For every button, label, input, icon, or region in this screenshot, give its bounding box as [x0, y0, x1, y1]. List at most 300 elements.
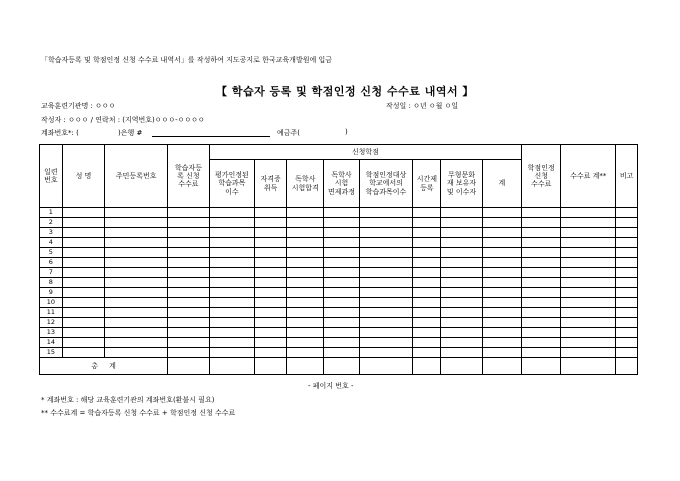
table-cell	[522, 248, 561, 258]
table-row	[40, 248, 638, 258]
table-cell	[62, 308, 104, 318]
row-number: 9	[40, 288, 63, 298]
table-cell	[287, 318, 324, 328]
table-cell	[441, 218, 482, 228]
table-cell	[482, 328, 521, 338]
table-cell	[359, 268, 413, 278]
total-cell	[359, 358, 413, 375]
header-fee-total	[561, 145, 616, 208]
table-row	[40, 328, 638, 338]
table-cell	[561, 228, 616, 238]
table-cell	[324, 318, 359, 328]
table-cell	[255, 288, 287, 298]
table-cell	[324, 218, 359, 228]
table-cell	[413, 228, 441, 238]
table-cell	[324, 208, 359, 218]
table-cell	[359, 338, 413, 348]
page-title: 【 학습자 등록 및 학점인정 신청 수수료 내역서 】	[216, 85, 474, 98]
table-cell	[561, 218, 616, 228]
table-row	[40, 208, 638, 218]
table-cell	[168, 228, 209, 238]
table-cell	[616, 228, 638, 238]
table-cell	[324, 278, 359, 288]
table-cell	[168, 348, 209, 358]
table-cell	[616, 328, 638, 338]
table-cell	[441, 278, 482, 288]
table-cell	[616, 278, 638, 288]
total-label: 총 계	[91, 361, 116, 370]
table-cell	[168, 328, 209, 338]
table-cell	[616, 218, 638, 228]
table-cell	[287, 218, 324, 228]
table-cell	[168, 208, 209, 218]
row-number: 10	[40, 298, 63, 308]
header-note	[616, 145, 638, 208]
table-cell	[62, 318, 104, 328]
total-label-cell	[40, 358, 168, 375]
page-number: - 페이지 번호 -	[308, 382, 354, 390]
account-number-line	[152, 136, 270, 137]
subheader-label: 무형문화 재 보유자 및 이수자	[446, 171, 477, 196]
table-cell	[62, 258, 104, 268]
table-cell	[105, 298, 168, 308]
table-cell	[287, 258, 324, 268]
table-cell	[255, 208, 287, 218]
table-cell	[105, 308, 168, 318]
table-cell	[105, 268, 168, 278]
table-row	[40, 278, 638, 288]
table-cell	[561, 248, 616, 258]
table-cell	[413, 248, 441, 258]
table-cell	[522, 258, 561, 268]
top-note: 「학습자등록 및 학점인정 신청 수수료 내역서」를 작성하여 지도공지로 한국교육개발원에 입금	[41, 56, 332, 64]
total-cell	[413, 358, 441, 375]
row-number: 4	[40, 238, 63, 248]
table-cell	[522, 318, 561, 328]
table-cell	[482, 298, 521, 308]
table-cell	[62, 348, 104, 358]
table-cell	[105, 338, 168, 348]
account-label: 계좌번호*: (	[41, 129, 79, 137]
table-cell	[482, 338, 521, 348]
table-cell	[209, 248, 255, 258]
total-cell	[324, 358, 359, 375]
row-number: 6	[40, 258, 63, 268]
table-cell	[209, 208, 255, 218]
table-cell	[255, 328, 287, 338]
subheader-label: 학점인정대상 학교에서의 학습과목이수	[365, 171, 407, 196]
table-cell	[324, 248, 359, 258]
table-cell	[441, 208, 482, 218]
depositor-close: )	[345, 128, 348, 136]
table-cell	[255, 278, 287, 288]
table-cell	[441, 288, 482, 298]
table-row	[40, 268, 638, 278]
table-cell	[168, 218, 209, 228]
table-cell	[482, 288, 521, 298]
table-cell	[561, 268, 616, 278]
header-name	[62, 145, 104, 208]
table-row	[40, 338, 638, 348]
table-cell	[441, 248, 482, 258]
table-cell	[561, 348, 616, 358]
table-cell	[413, 208, 441, 218]
table-cell	[561, 208, 616, 218]
org-line: 교육훈련기관명 : ㅇㅇㅇ	[41, 102, 116, 110]
table-cell	[616, 298, 638, 308]
table-cell	[62, 238, 104, 248]
table-cell	[324, 268, 359, 278]
table-cell	[561, 338, 616, 348]
table-cell	[359, 328, 413, 338]
footnote-account: * 계좌번호 : 해당 교육훈련기관의 계좌번호(환불시 필요)	[41, 396, 215, 404]
table-cell	[105, 258, 168, 268]
table-cell	[413, 288, 441, 298]
subheader-cell	[482, 160, 521, 208]
table-cell	[209, 308, 255, 318]
table-cell	[359, 278, 413, 288]
subheader-cell	[209, 160, 255, 208]
table-cell	[482, 278, 521, 288]
header-credit-fee-label: 학점인정 신청 수수료	[527, 163, 555, 189]
table-cell	[62, 288, 104, 298]
total-row	[40, 358, 638, 375]
header-name-label: 성 명	[75, 171, 92, 180]
table-cell	[359, 218, 413, 228]
subheader-cell	[287, 160, 324, 208]
table-cell	[359, 298, 413, 308]
footnote-fee-total: ** 수수료계 = 학습자등록 신청 수수료 + 학점인정 신청 수수료	[41, 409, 236, 417]
table-cell	[255, 218, 287, 228]
table-cell	[482, 318, 521, 328]
subheader-label: 자격증 취득	[260, 175, 281, 192]
table-cell	[168, 288, 209, 298]
table-cell	[561, 258, 616, 268]
table-cell	[616, 338, 638, 348]
header-reg-fee-label: 학습자등 록 신청 수수료	[174, 163, 202, 189]
total-cell	[287, 358, 324, 375]
table-cell	[255, 238, 287, 248]
header-applied-credits	[209, 145, 521, 160]
table-cell	[359, 238, 413, 248]
table-cell	[324, 228, 359, 238]
table-cell	[168, 238, 209, 248]
header-reg-fee	[168, 145, 209, 208]
table-cell	[522, 238, 561, 248]
table-cell	[287, 278, 324, 288]
row-number: 3	[40, 228, 63, 238]
subheader-label: 계	[498, 179, 506, 188]
table-cell	[522, 228, 561, 238]
row-number: 2	[40, 218, 63, 228]
table-cell	[209, 228, 255, 238]
table-cell	[287, 328, 324, 338]
header-rrn	[105, 145, 168, 208]
table-cell	[522, 278, 561, 288]
table-cell	[413, 218, 441, 228]
table-cell	[413, 278, 441, 288]
table-cell	[616, 238, 638, 248]
table-row	[40, 348, 638, 358]
table-cell	[359, 308, 413, 318]
table-cell	[441, 298, 482, 308]
header-rrn-label: 주민등록번호	[115, 171, 157, 180]
table-cell	[255, 248, 287, 258]
bank-label: )은행 #	[118, 129, 143, 137]
table-cell	[441, 238, 482, 248]
table-row	[40, 228, 638, 238]
table-cell	[62, 278, 104, 288]
table-cell	[209, 318, 255, 328]
table-cell	[209, 348, 255, 358]
table-cell	[255, 268, 287, 278]
table-cell	[62, 268, 104, 278]
table-cell	[522, 208, 561, 218]
table-cell	[413, 238, 441, 248]
table-cell	[287, 288, 324, 298]
table-cell	[105, 208, 168, 218]
table-cell	[62, 218, 104, 228]
subheader-cell	[255, 160, 287, 208]
table-cell	[482, 218, 521, 228]
table-cell	[209, 278, 255, 288]
row-number: 13	[40, 328, 63, 338]
table-cell	[62, 298, 104, 308]
table-cell	[168, 268, 209, 278]
table-cell	[441, 268, 482, 278]
table-cell	[168, 278, 209, 288]
table-cell	[616, 268, 638, 278]
table-cell	[482, 228, 521, 238]
table-cell	[413, 298, 441, 308]
table-cell	[522, 328, 561, 338]
table-cell	[441, 308, 482, 318]
table-cell	[482, 238, 521, 248]
table-cell	[413, 318, 441, 328]
table-cell	[561, 288, 616, 298]
table-cell	[359, 208, 413, 218]
total-cell	[561, 358, 616, 375]
total-cell	[441, 358, 482, 375]
table-cell	[616, 248, 638, 258]
table-cell	[482, 348, 521, 358]
table-row	[40, 238, 638, 248]
table-cell	[413, 258, 441, 268]
total-cell	[482, 358, 521, 375]
table-cell	[441, 348, 482, 358]
header-note-label: 비고	[619, 171, 634, 180]
table-cell	[255, 258, 287, 268]
table-cell	[359, 348, 413, 358]
table-cell	[209, 218, 255, 228]
table-cell	[413, 348, 441, 358]
header-row	[40, 145, 638, 160]
table-row	[40, 298, 638, 308]
table-cell	[482, 258, 521, 268]
table-cell	[441, 258, 482, 268]
table-cell	[441, 328, 482, 338]
table-cell	[413, 268, 441, 278]
table-cell	[616, 318, 638, 328]
table-cell	[209, 268, 255, 278]
table-cell	[105, 328, 168, 338]
table-cell	[324, 348, 359, 358]
row-number: 14	[40, 338, 63, 348]
table-cell	[616, 258, 638, 268]
table-cell	[522, 218, 561, 228]
table-cell	[522, 308, 561, 318]
table-cell	[168, 318, 209, 328]
row-number: 5	[40, 248, 63, 258]
table-cell	[62, 228, 104, 238]
header-serial	[40, 145, 63, 208]
table-cell	[413, 328, 441, 338]
table-cell	[359, 318, 413, 328]
table-cell	[255, 318, 287, 328]
table-cell	[287, 208, 324, 218]
table-cell	[413, 308, 441, 318]
table-cell	[209, 328, 255, 338]
header-serial-label: 일련 번호	[44, 167, 58, 184]
table-cell	[441, 338, 482, 348]
table-cell	[561, 238, 616, 248]
table-cell	[359, 248, 413, 258]
table-cell	[105, 288, 168, 298]
table-cell	[482, 308, 521, 318]
data-rows	[40, 208, 638, 358]
table-cell	[62, 338, 104, 348]
table-cell	[561, 298, 616, 308]
subheader-cell	[441, 160, 482, 208]
table-cell	[209, 298, 255, 308]
total-cell	[209, 358, 255, 375]
row-number: 15	[40, 348, 63, 358]
table-cell	[62, 328, 104, 338]
table-cell	[105, 318, 168, 328]
table-cell	[616, 308, 638, 318]
header-credit-fee	[522, 145, 561, 208]
table-row	[40, 288, 638, 298]
table-cell	[522, 298, 561, 308]
table-cell	[561, 308, 616, 318]
table-cell	[105, 238, 168, 248]
table-cell	[287, 298, 324, 308]
row-number: 12	[40, 318, 63, 328]
table-cell	[522, 338, 561, 348]
subheader-label: 독학사 시험합격	[291, 175, 319, 192]
subheader-label: 독학사 시험 면제과정	[327, 171, 356, 196]
subheader-cell	[359, 160, 413, 208]
header-applied-credits-label: 신청학점	[351, 147, 379, 156]
table-cell	[522, 288, 561, 298]
table-cell	[209, 238, 255, 248]
table-cell	[413, 338, 441, 348]
table-cell	[359, 258, 413, 268]
table-cell	[168, 338, 209, 348]
table-cell	[62, 208, 104, 218]
table-cell	[287, 248, 324, 258]
subheader-cell	[413, 160, 441, 208]
total-cell	[168, 358, 209, 375]
table-cell	[441, 228, 482, 238]
table-cell	[324, 338, 359, 348]
table-cell	[287, 268, 324, 278]
table-cell	[441, 318, 482, 328]
subheader-cell	[324, 160, 359, 208]
date-line: 작성일 : ㅇ년 ㅇ월 ㅇ일	[386, 102, 459, 110]
header-fee-total-label: 수수료 계**	[570, 171, 607, 180]
table-cell	[522, 268, 561, 278]
table-cell	[255, 348, 287, 358]
table-cell	[287, 348, 324, 358]
subheader-label: 평가인정된 학습과목 이수	[214, 171, 249, 196]
table-cell	[482, 248, 521, 258]
table-row	[40, 318, 638, 328]
table-cell	[287, 228, 324, 238]
table-cell	[287, 238, 324, 248]
table-cell	[522, 348, 561, 358]
table-cell	[561, 328, 616, 338]
total-cell	[522, 358, 561, 375]
total-cell	[616, 358, 638, 375]
fee-table	[39, 144, 638, 375]
table-cell	[168, 308, 209, 318]
table-cell	[255, 338, 287, 348]
table-cell	[324, 238, 359, 248]
table-cell	[616, 288, 638, 298]
table-cell	[324, 288, 359, 298]
table-row	[40, 308, 638, 318]
table-cell	[168, 298, 209, 308]
table-cell	[209, 288, 255, 298]
table-cell	[105, 228, 168, 238]
row-number: 11	[40, 308, 63, 318]
table-cell	[324, 308, 359, 318]
table-cell	[209, 338, 255, 348]
table-cell	[482, 268, 521, 278]
table-cell	[359, 288, 413, 298]
table-cell	[561, 318, 616, 328]
table-cell	[324, 298, 359, 308]
table-cell	[105, 248, 168, 258]
subheader-label: 시간제 등록	[416, 175, 437, 192]
table-cell	[287, 338, 324, 348]
table-cell	[324, 258, 359, 268]
table-cell	[105, 278, 168, 288]
table-cell	[561, 278, 616, 288]
table-cell	[255, 308, 287, 318]
table-cell	[105, 348, 168, 358]
depositor-label: 예금주(	[277, 129, 301, 137]
table-cell	[616, 208, 638, 218]
row-number: 7	[40, 268, 63, 278]
table-cell	[209, 258, 255, 268]
table-cell	[359, 228, 413, 238]
table-cell	[62, 248, 104, 258]
table-cell	[168, 258, 209, 268]
total-cell	[255, 358, 287, 375]
table-cell	[255, 228, 287, 238]
table-row	[40, 258, 638, 268]
writer-line: 작성자 : ㅇㅇㅇ / 연락처 : (지역번호)ㅇㅇㅇ-ㅇㅇㅇㅇ	[41, 116, 205, 124]
table-cell	[616, 348, 638, 358]
row-number: 1	[40, 208, 63, 218]
table-cell	[324, 328, 359, 338]
table-cell	[168, 248, 209, 258]
table-row	[40, 218, 638, 228]
table-cell	[482, 208, 521, 218]
table-cell	[255, 298, 287, 308]
